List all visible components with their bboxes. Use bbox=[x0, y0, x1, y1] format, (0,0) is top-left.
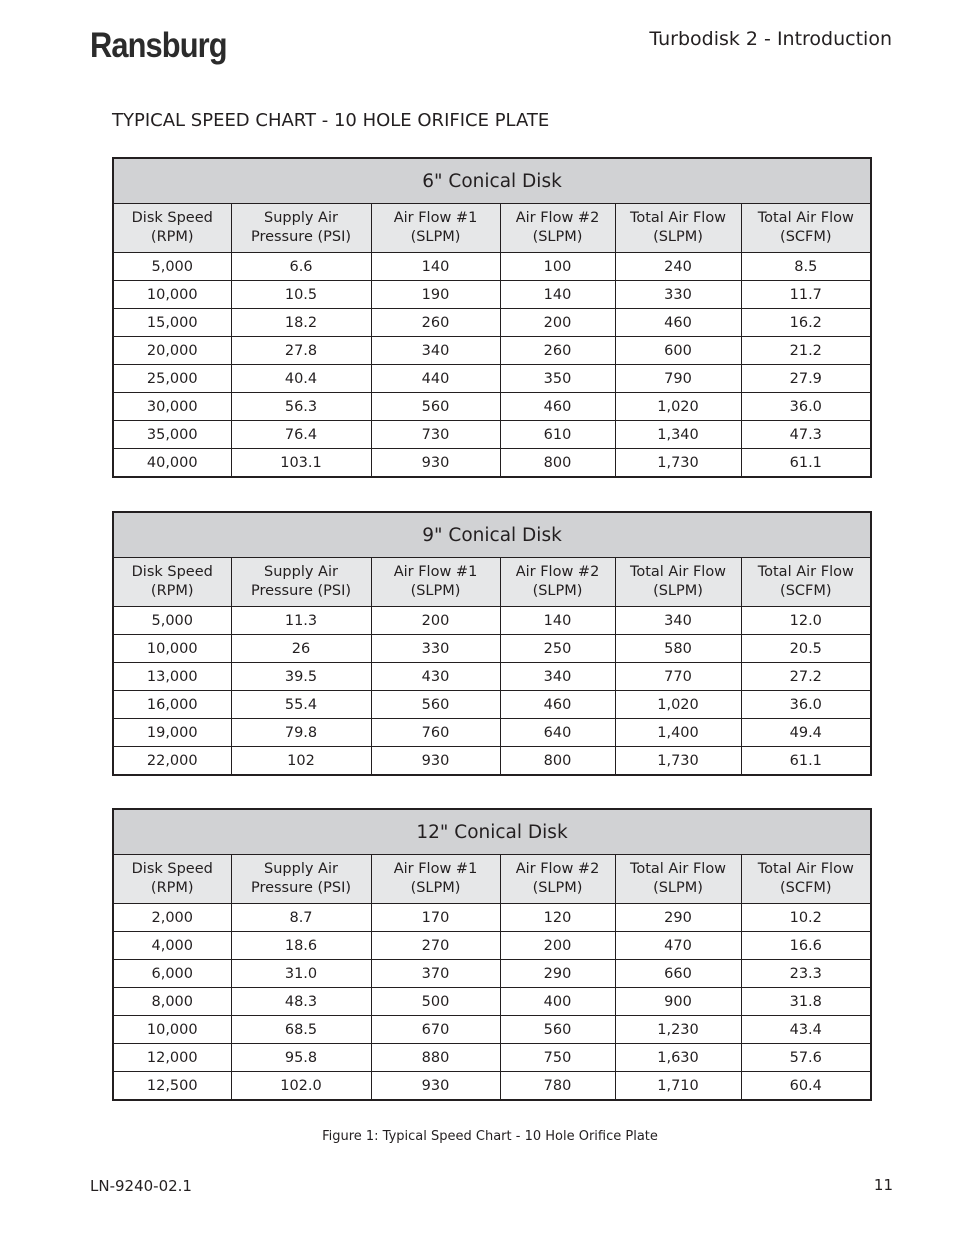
table-cell: 10.2 bbox=[741, 904, 871, 932]
table-cell: 100 bbox=[500, 253, 615, 281]
table-cell: 580 bbox=[615, 635, 741, 663]
page-number: 11 bbox=[873, 1176, 893, 1194]
table-cell: 340 bbox=[615, 607, 741, 635]
table-title: 9" Conical Disk bbox=[113, 512, 871, 558]
column-header-line: (SCFM) bbox=[780, 880, 832, 896]
table-cell: 350 bbox=[500, 365, 615, 393]
table-cell: 1,020 bbox=[615, 393, 741, 421]
table-cell: 140 bbox=[371, 253, 500, 281]
table-cell: 55.4 bbox=[231, 691, 371, 719]
table-row bbox=[113, 1044, 871, 1072]
table-cell: 140 bbox=[500, 607, 615, 635]
table-cell: 95.8 bbox=[231, 1044, 371, 1072]
table-cell: 5,000 bbox=[113, 253, 231, 281]
table-cell: 61.1 bbox=[741, 449, 871, 478]
column-header-line: (SLPM) bbox=[410, 583, 461, 599]
table-row bbox=[113, 663, 871, 691]
table-cell: 460 bbox=[500, 691, 615, 719]
column-header-line: Supply Air bbox=[264, 861, 338, 877]
table-cell: 21.2 bbox=[741, 337, 871, 365]
column-header bbox=[500, 855, 615, 904]
table-cell: 4,000 bbox=[113, 932, 231, 960]
table-row bbox=[113, 281, 871, 309]
table-cell: 40.4 bbox=[231, 365, 371, 393]
table-cell: 200 bbox=[500, 932, 615, 960]
table-cell: 800 bbox=[500, 449, 615, 478]
table-cell: 12,500 bbox=[113, 1072, 231, 1101]
column-header-line: Air Flow #2 bbox=[515, 210, 600, 226]
table-cell: 10.5 bbox=[231, 281, 371, 309]
table-row bbox=[113, 337, 871, 365]
table-row bbox=[113, 607, 871, 635]
table-cell: 640 bbox=[500, 719, 615, 747]
column-header-line: (SLPM) bbox=[653, 583, 703, 599]
table-cell: 2,000 bbox=[113, 904, 231, 932]
table-cell: 1,400 bbox=[615, 719, 741, 747]
column-header-line: Air Flow #2 bbox=[515, 861, 600, 877]
table-cell: 460 bbox=[615, 309, 741, 337]
column-header-line: (RPM) bbox=[150, 583, 194, 599]
table-cell: 48.3 bbox=[231, 988, 371, 1016]
table-cell: 140 bbox=[500, 281, 615, 309]
table-row bbox=[113, 988, 871, 1016]
table-cell: 250 bbox=[500, 635, 615, 663]
table-cell: 61.1 bbox=[741, 747, 871, 776]
table-cell: 290 bbox=[615, 904, 741, 932]
table-cell: 800 bbox=[500, 747, 615, 776]
column-header-line: Total Air Flow bbox=[629, 861, 727, 877]
table-6in-conical-disk bbox=[112, 157, 872, 478]
table-row bbox=[113, 904, 871, 932]
table-cell: 340 bbox=[371, 337, 500, 365]
table-cell: 12.0 bbox=[741, 607, 871, 635]
table-cell: 470 bbox=[615, 932, 741, 960]
table-cell: 600 bbox=[615, 337, 741, 365]
table-cell: 200 bbox=[500, 309, 615, 337]
table-cell: 190 bbox=[371, 281, 500, 309]
table-cell: 290 bbox=[500, 960, 615, 988]
table-12in-conical-disk bbox=[112, 808, 872, 1101]
table-cell: 880 bbox=[371, 1044, 500, 1072]
column-header bbox=[113, 204, 231, 253]
table-cell: 790 bbox=[615, 365, 741, 393]
table-cell: 20,000 bbox=[113, 337, 231, 365]
table-row bbox=[113, 747, 871, 776]
table-cell: 670 bbox=[371, 1016, 500, 1044]
table-cell: 13,000 bbox=[113, 663, 231, 691]
column-header bbox=[231, 855, 371, 904]
table-row bbox=[113, 253, 871, 281]
table-cell: 170 bbox=[371, 904, 500, 932]
column-header-line: Total Air Flow bbox=[757, 861, 854, 877]
table-cell: 730 bbox=[371, 421, 500, 449]
column-header-line: Total Air Flow bbox=[629, 210, 727, 226]
table-cell: 1,020 bbox=[615, 691, 741, 719]
table-cell: 39.5 bbox=[231, 663, 371, 691]
column-header bbox=[741, 855, 871, 904]
table-cell: 15,000 bbox=[113, 309, 231, 337]
table-cell: 200 bbox=[371, 607, 500, 635]
table-cell: 660 bbox=[615, 960, 741, 988]
column-header bbox=[615, 204, 741, 253]
column-header-line: Supply Air bbox=[264, 210, 338, 226]
column-header-line: Disk Speed bbox=[131, 210, 213, 226]
table-cell: 36.0 bbox=[741, 691, 871, 719]
table-cell: 780 bbox=[500, 1072, 615, 1101]
column-header-line: Total Air Flow bbox=[757, 564, 854, 580]
column-header-line: (SLPM) bbox=[532, 583, 583, 599]
column-header-line: (SLPM) bbox=[410, 229, 461, 245]
column-header-line: Pressure (PSI) bbox=[250, 880, 352, 896]
column-header-line: (SLPM) bbox=[653, 229, 703, 245]
table-cell: 930 bbox=[371, 1072, 500, 1101]
table-row bbox=[113, 932, 871, 960]
table-cell: 330 bbox=[615, 281, 741, 309]
table-cell: 57.6 bbox=[741, 1044, 871, 1072]
table-cell: 750 bbox=[500, 1044, 615, 1072]
table-row bbox=[113, 960, 871, 988]
column-header-line: Air Flow #1 bbox=[393, 861, 478, 877]
table-cell: 1,710 bbox=[615, 1072, 741, 1101]
table-cell: 12,000 bbox=[113, 1044, 231, 1072]
table-cell: 260 bbox=[371, 309, 500, 337]
table-9in-conical-disk bbox=[112, 511, 872, 776]
table-cell: 30,000 bbox=[113, 393, 231, 421]
table-title: 6" Conical Disk bbox=[113, 158, 871, 204]
column-header-line: (SLPM) bbox=[410, 880, 461, 896]
column-header-line: (SCFM) bbox=[780, 229, 832, 245]
table-cell: 18.6 bbox=[231, 932, 371, 960]
column-header-line: (SCFM) bbox=[780, 583, 832, 599]
table-row bbox=[113, 691, 871, 719]
table-cell: 5,000 bbox=[113, 607, 231, 635]
table-cell: 1,230 bbox=[615, 1016, 741, 1044]
table-cell: 240 bbox=[615, 253, 741, 281]
table-cell: 43.4 bbox=[741, 1016, 871, 1044]
column-header-line: (SLPM) bbox=[532, 880, 583, 896]
column-header-line: (RPM) bbox=[150, 880, 194, 896]
column-header bbox=[741, 204, 871, 253]
table-cell: 22,000 bbox=[113, 747, 231, 776]
chart-heading: TYPICAL SPEED CHART - 10 HOLE ORIFICE PLATE bbox=[112, 110, 550, 131]
table-cell: 36.0 bbox=[741, 393, 871, 421]
column-header-line: Air Flow #1 bbox=[393, 564, 478, 580]
table-cell: 560 bbox=[371, 691, 500, 719]
table-cell: 430 bbox=[371, 663, 500, 691]
table-cell: 1,630 bbox=[615, 1044, 741, 1072]
column-header bbox=[615, 855, 741, 904]
column-header bbox=[741, 558, 871, 607]
table-row bbox=[113, 719, 871, 747]
table-cell: 18.2 bbox=[231, 309, 371, 337]
column-header-line: Supply Air bbox=[264, 564, 338, 580]
document-number: LN-9240-02.1 bbox=[90, 1177, 192, 1195]
column-header-line: Disk Speed bbox=[131, 861, 213, 877]
table-cell: 76.4 bbox=[231, 421, 371, 449]
table-cell: 270 bbox=[371, 932, 500, 960]
table-cell: 760 bbox=[371, 719, 500, 747]
table-cell: 16.2 bbox=[741, 309, 871, 337]
table-cell: 120 bbox=[500, 904, 615, 932]
table-row bbox=[113, 421, 871, 449]
table-cell: 10,000 bbox=[113, 635, 231, 663]
table-cell: 1,730 bbox=[615, 747, 741, 776]
column-header-line: Disk Speed bbox=[131, 564, 213, 580]
column-header bbox=[113, 855, 231, 904]
table-cell: 68.5 bbox=[231, 1016, 371, 1044]
column-header bbox=[500, 558, 615, 607]
table-cell: 6,000 bbox=[113, 960, 231, 988]
column-header bbox=[500, 204, 615, 253]
column-header bbox=[231, 558, 371, 607]
table-cell: 49.4 bbox=[741, 719, 871, 747]
table-cell: 16.6 bbox=[741, 932, 871, 960]
table-row bbox=[113, 1072, 871, 1101]
table-cell: 930 bbox=[371, 747, 500, 776]
table-cell: 56.3 bbox=[231, 393, 371, 421]
table-cell: 560 bbox=[371, 393, 500, 421]
table-cell: 102.0 bbox=[231, 1072, 371, 1101]
table-cell: 1,340 bbox=[615, 421, 741, 449]
table-cell: 8.5 bbox=[741, 253, 871, 281]
table-row bbox=[113, 635, 871, 663]
table-cell: 370 bbox=[371, 960, 500, 988]
column-header-line: Air Flow #1 bbox=[393, 210, 478, 226]
column-header bbox=[113, 558, 231, 607]
page-header-title: Turbodisk 2 - Introduction bbox=[649, 28, 892, 50]
table-row bbox=[113, 365, 871, 393]
table-cell: 11.7 bbox=[741, 281, 871, 309]
table-cell: 102 bbox=[231, 747, 371, 776]
table-row bbox=[113, 309, 871, 337]
column-header-line: Total Air Flow bbox=[629, 564, 727, 580]
table-cell: 400 bbox=[500, 988, 615, 1016]
column-header bbox=[371, 204, 500, 253]
table-cell: 440 bbox=[371, 365, 500, 393]
table-cell: 103.1 bbox=[231, 449, 371, 478]
table-cell: 340 bbox=[500, 663, 615, 691]
table-cell: 23.3 bbox=[741, 960, 871, 988]
column-header-line: (SLPM) bbox=[653, 880, 703, 896]
table-cell: 40,000 bbox=[113, 449, 231, 478]
table-row bbox=[113, 449, 871, 478]
table-cell: 900 bbox=[615, 988, 741, 1016]
table-cell: 27.2 bbox=[741, 663, 871, 691]
table-cell: 330 bbox=[371, 635, 500, 663]
table-cell: 31.0 bbox=[231, 960, 371, 988]
table-cell: 610 bbox=[500, 421, 615, 449]
table-cell: 1,730 bbox=[615, 449, 741, 478]
column-header-line: Air Flow #2 bbox=[515, 564, 600, 580]
column-header bbox=[371, 558, 500, 607]
table-cell: 27.9 bbox=[741, 365, 871, 393]
table-cell: 16,000 bbox=[113, 691, 231, 719]
table-cell: 47.3 bbox=[741, 421, 871, 449]
table-cell: 6.6 bbox=[231, 253, 371, 281]
column-header bbox=[371, 855, 500, 904]
table-cell: 500 bbox=[371, 988, 500, 1016]
table-cell: 460 bbox=[500, 393, 615, 421]
table-cell: 27.8 bbox=[231, 337, 371, 365]
table-row bbox=[113, 393, 871, 421]
figure-caption: Figure 1: Typical Speed Chart - 10 Hole Orifice Plate bbox=[322, 1129, 658, 1144]
column-header-line: Total Air Flow bbox=[757, 210, 854, 226]
table-cell: 31.8 bbox=[741, 988, 871, 1016]
table-cell: 25,000 bbox=[113, 365, 231, 393]
table-cell: 560 bbox=[500, 1016, 615, 1044]
column-header bbox=[231, 204, 371, 253]
table-cell: 10,000 bbox=[113, 281, 231, 309]
table-row bbox=[113, 1016, 871, 1044]
table-cell: 10,000 bbox=[113, 1016, 231, 1044]
table-cell: 20.5 bbox=[741, 635, 871, 663]
table-cell: 11.3 bbox=[231, 607, 371, 635]
table-cell: 19,000 bbox=[113, 719, 231, 747]
table-cell: 8,000 bbox=[113, 988, 231, 1016]
table-cell: 260 bbox=[500, 337, 615, 365]
table-title: 12" Conical Disk bbox=[113, 809, 871, 855]
table-cell: 930 bbox=[371, 449, 500, 478]
table-cell: 60.4 bbox=[741, 1072, 871, 1101]
column-header-line: Pressure (PSI) bbox=[250, 229, 352, 245]
column-header-line: (SLPM) bbox=[532, 229, 583, 245]
table-cell: 8.7 bbox=[231, 904, 371, 932]
table-cell: 770 bbox=[615, 663, 741, 691]
column-header-line: (RPM) bbox=[150, 229, 194, 245]
column-header-line: Pressure (PSI) bbox=[250, 583, 352, 599]
table-cell: 26 bbox=[231, 635, 371, 663]
table-cell: 79.8 bbox=[231, 719, 371, 747]
column-header bbox=[615, 558, 741, 607]
ransburg-logo: Ransburg bbox=[90, 26, 227, 65]
table-cell: 35,000 bbox=[113, 421, 231, 449]
